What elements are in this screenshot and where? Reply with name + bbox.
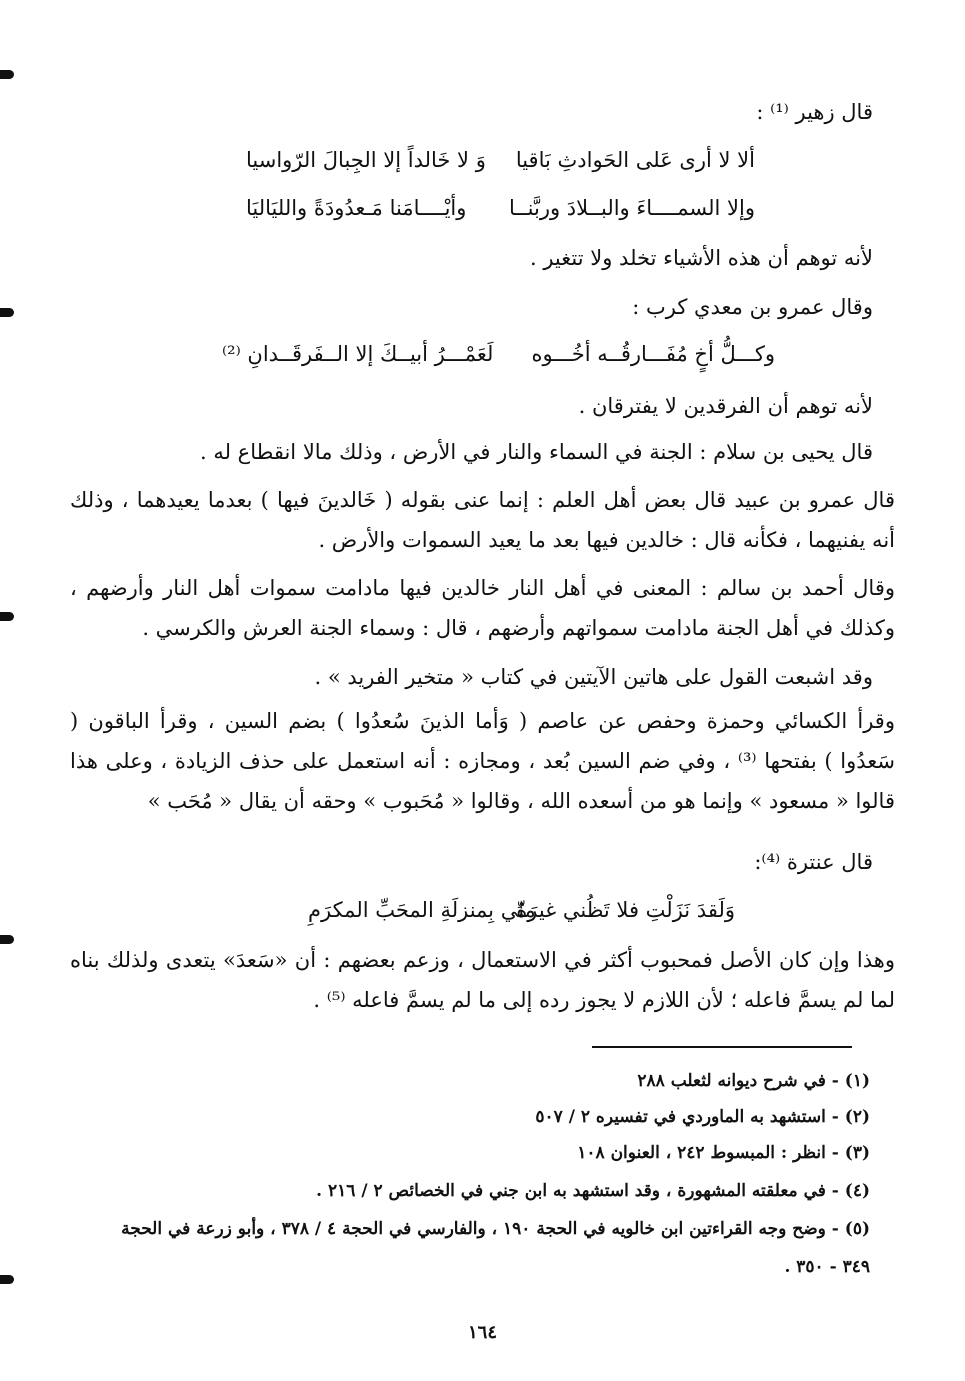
page-number: ١٦٤ — [467, 1322, 497, 1343]
footnote-separator — [592, 1046, 852, 1048]
scan-edge-mark — [0, 1275, 14, 1284]
scan-edge-mark — [0, 308, 14, 317]
scan-edge-mark — [0, 935, 14, 944]
intro-amr: وقال عمرو بن معدي كرب : — [632, 295, 873, 319]
paragraph-yahya: قال يحيى بن سلام : الجنة في السماء والنار في الأرض ، وذلك مالا انقطاع له . — [200, 440, 873, 464]
verse-2-left: وأيْــــامَنا مَـعدُودَةً والليَاليَا — [246, 196, 467, 220]
verse-4-right: وَلَقدَ نَزَلْتِ فلا تَظُني غيرَهُ — [516, 898, 735, 922]
verse-2-right: وإلا السمــــاءَ والبــلادَ وربَّنــا — [508, 196, 755, 220]
verse-4-left: مِنّي بِمنزلَةِ المحَبِّ المكرَمِ — [308, 898, 536, 922]
paragraph-qiraat: وقرأ الكسائي وحمزة وحفص عن عاصم ( وَأما الذينَ سُعدُوا ) بضم السين ، وقرأ الباقون ( سَعدُوا ) بفتحها ⁽³⁾ ، وفي ضم السين بُعد ، ومجازه : أنه استعمل على حذف الزيادة ، وعلى هذا قالوا « مسعود » وإنما هو من أسعده الله ، وقالوا « مُحَبوب » وحقه أن يقال « مُحَب » — [70, 709, 895, 813]
footnote-1: (١) - في شرح ديوانه لثعلب ٢٨٨ — [637, 1071, 870, 1091]
paragraph-ahmad: وقال أحمد بن سالم : المعنى في أهل النار خالدين فيها مادامت سموات أهل النار وأرضهم ، وكذلك في أهل الجنة مادامت سمواتهم وأرضهم ، قال : وسماء الجنة العرش والكرسي . — [70, 576, 895, 640]
scan-edge-mark — [0, 612, 14, 621]
footnote-3: (٣) - انظر : المبسوط ٢٤٢ ، العنوان ١٠٨ — [577, 1143, 870, 1163]
footnote-4: (٤) - في معلقته المشهورة ، وقد استشهد به ابن جني في الخصائص ٢ / ٢١٦ . — [316, 1181, 870, 1201]
footnote-2: (٢) - استشهد به الماوردي في تفسيره ٢ / ٥٠٧ — [535, 1107, 870, 1127]
scan-edge-mark — [0, 70, 14, 79]
footnote-5: (٥) - وضح وجه القراءتين ابن خالويه في الحجة ١٩٠ ، والفارسي في الحجة ٤ / ٣٧٨ ، وأبو زرعة في الحجة ٣٤٩ - ٣٥٠ . — [121, 1219, 870, 1277]
verse-1-right: ألا لا أرى عَلى الحَوادثِ بَاقيا — [515, 148, 755, 172]
paragraph-muttakhayyir: وقد اشبعت القول على هاتين الآيتين في كتاب « متخير الفريد » . — [314, 665, 873, 689]
verse-3-right: وكـــلُّ أخٍ مُفَـــارقُــه أخُـــوه — [531, 342, 775, 366]
intro-antara: قال عنترة ⁽⁴⁾: — [754, 850, 873, 874]
verse-1-left: وَ لا خَالداً إلا الجِبالَ الرّواسيا — [246, 148, 486, 172]
intro-zuhair: قال زهير ⁽¹⁾ : — [756, 100, 873, 124]
paragraph-amr-ubayd: قال عمرو بن عبيد قال بعض أهل العلم : إنما عنى بقوله ( خَالدينَ فيها ) بعدما يعيدهما ، وذلك أنه يفنيهما ، فكأنه قال : خالدين فيها بعد ما يعيد السموات والأرض . — [70, 488, 895, 552]
paragraph-mahbub: وهذا وإن كان الأصل فمحبوب أكثر في الاستعمال ، وزعم بعضهم : أن «سَعدَ» يتعدى ولذلك بناه لما لم يسمَّ فاعله ؛ لأن اللازم لا يجوز رده إلى ما لم يسمَّ فاعله ⁽⁵⁾ . — [70, 948, 895, 1012]
explanation-2: لأنه توهم أن الفرقدين لا يفترقان . — [578, 394, 873, 418]
verse-3-left: لَعَمْـــرُ أبيــكَ إلا الــفَرقَــدانِ ⁽²⁾ — [222, 342, 494, 366]
explanation-1: لأنه توهم أن هذه الأشياء تخلد ولا تتغير . — [529, 246, 873, 270]
